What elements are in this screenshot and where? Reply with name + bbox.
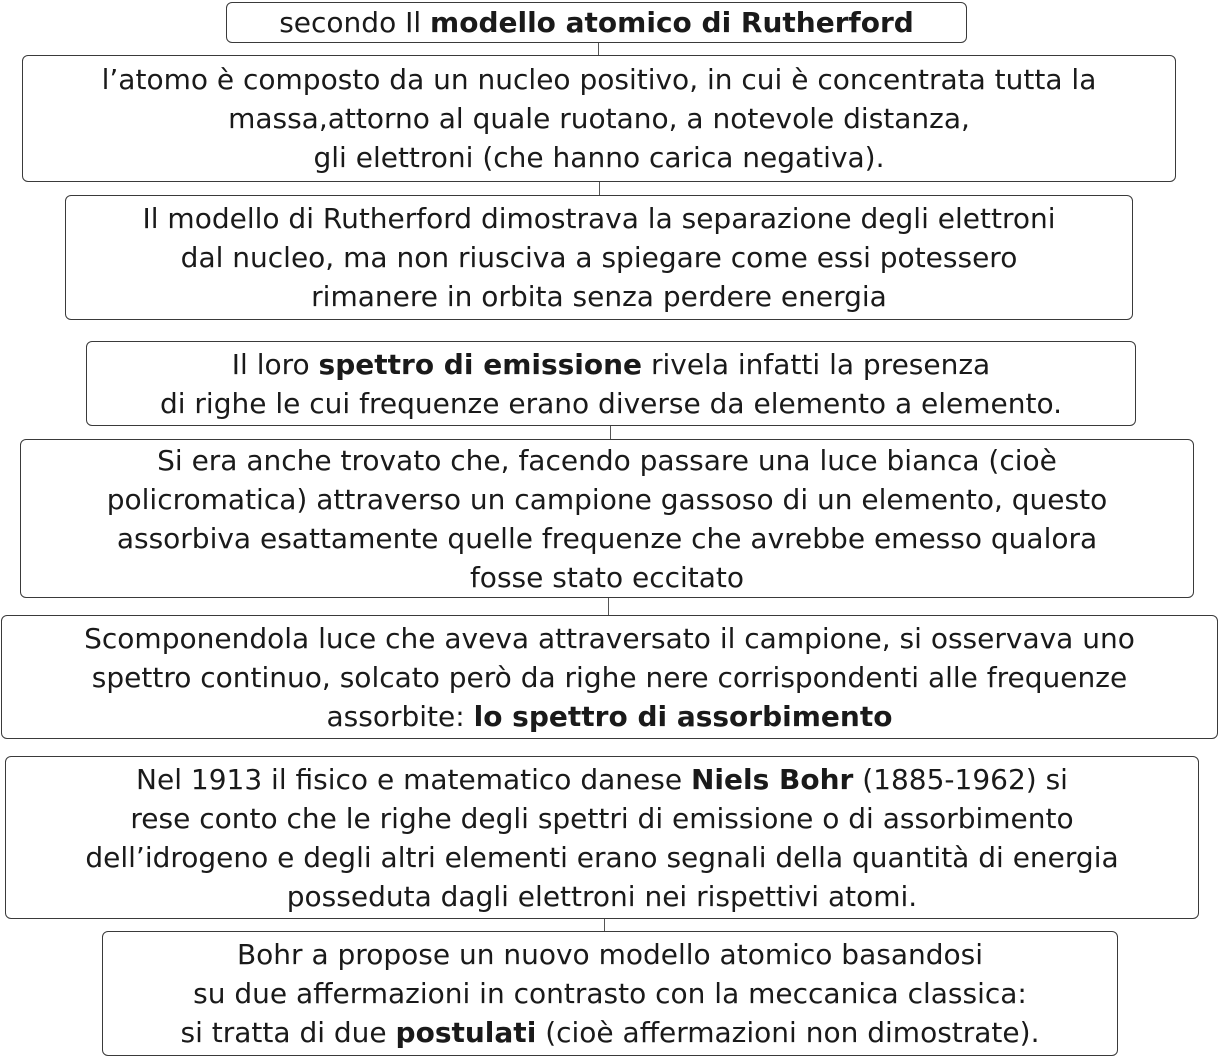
- node-bohr-postulates: [102, 931, 1118, 1056]
- node4-line1: Il loro spettro di emissione rivela infatti la presenza: [231, 347, 991, 381]
- node8-line1: Bohr a propose un nuovo modello atomico basandosi: [236, 938, 984, 971]
- connector-5-6: [608, 597, 609, 615]
- connector-1-2: [598, 42, 599, 56]
- node2-line2: massa,attorno al quale ruotano, a notevole distanza,: [228, 102, 970, 135]
- node2-line3: gli elettroni (che hanno carica negativa).: [313, 141, 885, 174]
- node-rutherford-title: [226, 2, 967, 43]
- node-niels-bohr: [5, 756, 1199, 919]
- node5-line3: assorbiva esattamente quelle frequenze che avrebbe emesso qualora: [116, 521, 1098, 555]
- node6-line1: Scomponendola luce che aveva attraversato il campione, si osservava uno: [84, 621, 1135, 655]
- node6-line3: assorbite: lo spettro di assorbimento: [326, 699, 893, 733]
- node8-line3: si tratta di due postulati (cioè affermazioni non dimostrate).: [180, 1016, 1040, 1049]
- node5-line4: fosse stato eccitato: [469, 560, 745, 594]
- connector-4-5: [610, 425, 611, 440]
- node4-line2: di righe le cui frequenze erano diverse da elemento a elemento.: [159, 386, 1063, 420]
- node8-line2: su due affermazioni in contrasto con la meccanica classica:: [193, 977, 1027, 1010]
- node7-line2: rese conto che le righe degli spettri di emissione o di assorbimento: [130, 801, 1074, 835]
- node7-line3: dell’idrogeno e degli altri elementi erano segnali della quantità di energia: [85, 840, 1119, 874]
- connector-7-8: [604, 918, 605, 932]
- node3-line1: Il modello di Rutherford dimostrava la separazione degli elettroni: [142, 202, 1056, 235]
- node-absorption-spectrum: [1, 615, 1218, 739]
- node-rutherford-title-text: secondo Il modello atomico di Rutherford: [279, 6, 914, 39]
- node-white-light-absorption: [20, 439, 1194, 598]
- node3-line3: rimanere in orbita senza perdere energia: [311, 280, 887, 313]
- node-rutherford-limit: [65, 195, 1133, 320]
- node-atom-composition: [22, 55, 1176, 182]
- node5-line1: Si era anche trovato che, facendo passare una luce bianca (cioè: [157, 443, 1057, 477]
- node7-line4: posseduta dagli elettroni nei rispettivi atomi.: [286, 879, 918, 913]
- node5-line2: policromatica) attraverso un campione gassoso di un elemento, questo: [106, 482, 1108, 516]
- node6-line2: spettro continuo, solcato però da righe nere corrispondenti alle frequenze: [91, 660, 1128, 694]
- node2-line1: l’atomo è composto da un nucleo positivo, in cui è concentrata tutta la: [101, 63, 1097, 96]
- connector-2-3: [599, 181, 600, 196]
- node-emission-spectrum: [86, 341, 1136, 426]
- node7-line1: Nel 1913 il fisico e matematico danese Niels Bohr (1885-1962) si: [136, 762, 1068, 796]
- node3-line2: dal nucleo, ma non riusciva a spiegare come essi potessero: [180, 241, 1018, 274]
